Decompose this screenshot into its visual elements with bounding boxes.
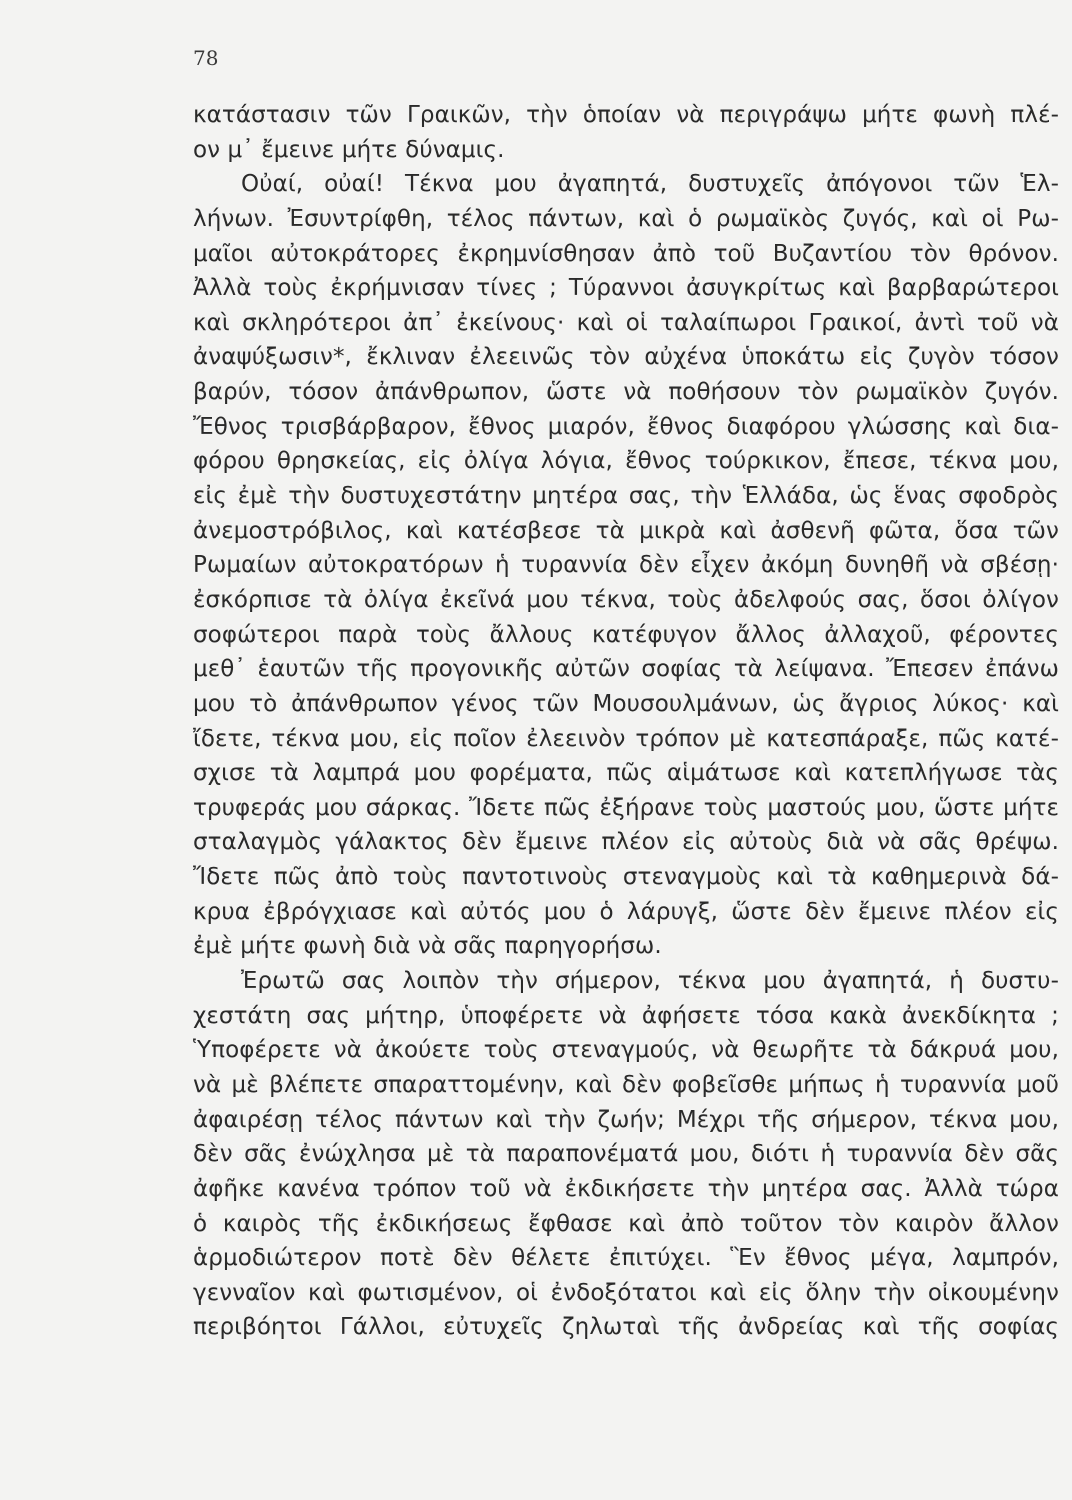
text-line: Ἔθνος τρισβάρβαρον, ἔθνος μιαρόν, ἔθνος διαφόρου γλώσσης καὶ δια- xyxy=(193,413,1059,440)
text-line: ἀφῆκε κανένα τρόπον τοῦ νὰ ἐκδικήσετε τὴν μητέρα σας. Ἀλλὰ τώρα xyxy=(193,1175,1059,1202)
text-line: μαῖοι αὐτοκράτορες ἐκρημνίσθησαν ἀπὸ τοῦ Βυζαντίου τὸν θρόνον. xyxy=(193,240,1059,267)
text-line: ἴδετε, τέκνα μου, εἰς ποῖον ἐλεεινὸν τρόπον μὲ κατεσπάραξε, πῶς κατέ- xyxy=(193,725,1059,752)
text-line: μου τὸ ἀπάνθρωπον γένος τῶν Μουσουλμάνων, ὡς ἄγριος λύκος· καὶ xyxy=(193,690,1059,717)
text-line: Οὐαί, οὐαί! Τέκνα μου ἀγαπητά, δυστυχεῖς ἀπόγονοι τῶν Ἑλ- xyxy=(241,171,1059,198)
body-text xyxy=(193,98,1059,1345)
text-line: φόρου θρησκείας, εἰς ὀλίγα λόγια, ἔθνος τούρκικον, ἔπεσε, τέκνα μου, xyxy=(193,448,1059,475)
text-line: ἐμὲ μήτε φωνὴ διὰ νὰ σᾶς παρηγορήσω. xyxy=(193,933,662,960)
text-line: κρυα ἐβρόγχιασε καὶ αὐτός μου ὁ λάρυγξ, ὥστε δὲν ἔμεινε πλέον εἰς xyxy=(193,898,1059,925)
text-line: τρυφεράς μου σάρκας. Ἴδετε πῶς ἐξήρανε τοὺς μαστούς μου, ὥστε μήτε xyxy=(193,794,1059,821)
text-line: σοφώτεροι παρὰ τοὺς ἄλλους κατέφυγον ἄλλος ἀλλαχοῦ, φέροντες xyxy=(193,621,1059,648)
text-line: σχισε τὰ λαμπρά μου φορέματα, πῶς αἱμάτωσε καὶ κατεπλήγωσε τὰς xyxy=(193,760,1059,787)
text-line: ἁρμοδιώτερον ποτὲ δὲν θέλετε ἐπιτύχει. Ἓν ἔθνος μέγα, λαμπρόν, xyxy=(193,1245,1059,1272)
text-line: ἀναψύξωσιν*, ἔκλιναν ἐλεεινῶς τὸν αὐχένα ὑποκάτω εἰς ζυγὸν τόσον xyxy=(193,344,1059,371)
text-line: βαρύν, τόσον ἀπάνθρωπον, ὥστε νὰ ποθήσουν τὸν ρωμαϊκὸν ζυγόν. xyxy=(193,379,1059,406)
text-line: Ἴδετε πῶς ἀπὸ τοὺς παντοτινοὺς στεναγμοὺς καὶ τὰ καθημερινὰ δά- xyxy=(193,864,1059,891)
text-line: ον μ᾽ ἔμεινε μήτε δύναμις. xyxy=(193,136,505,163)
text-line: εἰς ἐμὲ τὴν δυστυχεστάτην μητέρα σας, τὴν Ἑλλάδα, ὡς ἕνας σφοδρὸς xyxy=(193,483,1059,510)
text-line: μεθ᾽ ἑαυτῶν τῆς προγονικῆς αὐτῶν σοφίας τὰ λείψανα. Ἔπεσεν ἐπάνω xyxy=(193,656,1059,683)
text-line: σταλαγμὸς γάλακτος δὲν ἔμεινε πλέον εἰς αὐτοὺς διὰ νὰ σᾶς θρέψω. xyxy=(193,829,1059,856)
text-line: δὲν σᾶς ἐνώχλησα μὲ τὰ παραπονέματά μου, διότι ἡ τυραννία δὲν σᾶς xyxy=(193,1141,1059,1168)
text-line: Ἀλλὰ τοὺς ἐκρήμνισαν τίνες ; Τύραννοι ἀσυγκρίτως καὶ βαρβαρώτεροι xyxy=(193,275,1059,302)
text-line: Ὑποφέρετε νὰ ἀκούετε τοὺς στεναγμούς, νὰ θεωρῆτε τὰ δάκρυά μου, xyxy=(193,1037,1059,1064)
text-line: περιβόητοι Γάλλοι, εὐτυχεῖς ζηλωταὶ τῆς ἀνδρείας καὶ τῆς σοφίας xyxy=(193,1314,1059,1341)
text-line: ὁ καιρὸς τῆς ἐκδικήσεως ἔφθασε καὶ ἀπὸ τοῦτον τὸν καιρὸν ἄλλον xyxy=(193,1210,1059,1237)
page-number: 78 xyxy=(193,46,219,70)
text-line: γενναῖον καὶ φωτισμένον, οἱ ἐνδοξότατοι καὶ εἰς ὅλην τὴν οἰκουμένην xyxy=(193,1279,1059,1306)
text-line: καὶ σκληρότεροι ἀπ᾽ ἐκείνους· καὶ οἱ ταλαίπωροι Γραικοί, ἀντὶ τοῦ νὰ xyxy=(193,309,1059,336)
text-line: ἐσκόρπισε τὰ ὀλίγα ἐκεῖνά μου τέκνα, τοὺς ἀδελφούς σας, ὅσοι ὀλίγον xyxy=(193,586,1059,613)
text-line: κατάστασιν τῶν Γραικῶν, τὴν ὁποίαν νὰ περιγράψω μήτε φωνὴ πλέ- xyxy=(193,102,1059,128)
text-line: Ρωμαίων αὐτοκρατόρων ἡ τυραννία δὲν εἶχεν ἀκόμη δυνηθῆ νὰ σβέσῃ· xyxy=(193,552,1059,579)
text-line: νὰ μὲ βλέπετε σπαραττομένην, καὶ δὲν φοβεῖσθε μήπως ἡ τυραννία μοῦ xyxy=(193,1071,1059,1098)
text-line: ἀφαιρέσῃ τέλος πάντων καὶ τὴν ζωήν; Μέχρι τῆς σήμερον, τέκνα μου, xyxy=(193,1106,1059,1133)
text-line: Ἐρωτῶ σας λοιπὸν τὴν σήμερον, τέκνα μου ἀγαπητά, ἡ δυστυ- xyxy=(241,968,1059,995)
text-line: λήνων. Ἐσυντρίφθη, τέλος πάντων, καὶ ὁ ρωμαϊκὸς ζυγός, καὶ οἱ Ρω- xyxy=(193,205,1059,232)
text-line: χεστάτη σας μήτηρ, ὑποφέρετε νὰ ἀφήσετε τόσα κακὰ ἀνεκδίκητα ; xyxy=(193,1002,1059,1029)
text-line: ἀνεμοστρόβιλος, καὶ κατέσβεσε τὰ μικρὰ καὶ ἀσθενῆ φῶτα, ὅσα τῶν xyxy=(193,517,1059,544)
